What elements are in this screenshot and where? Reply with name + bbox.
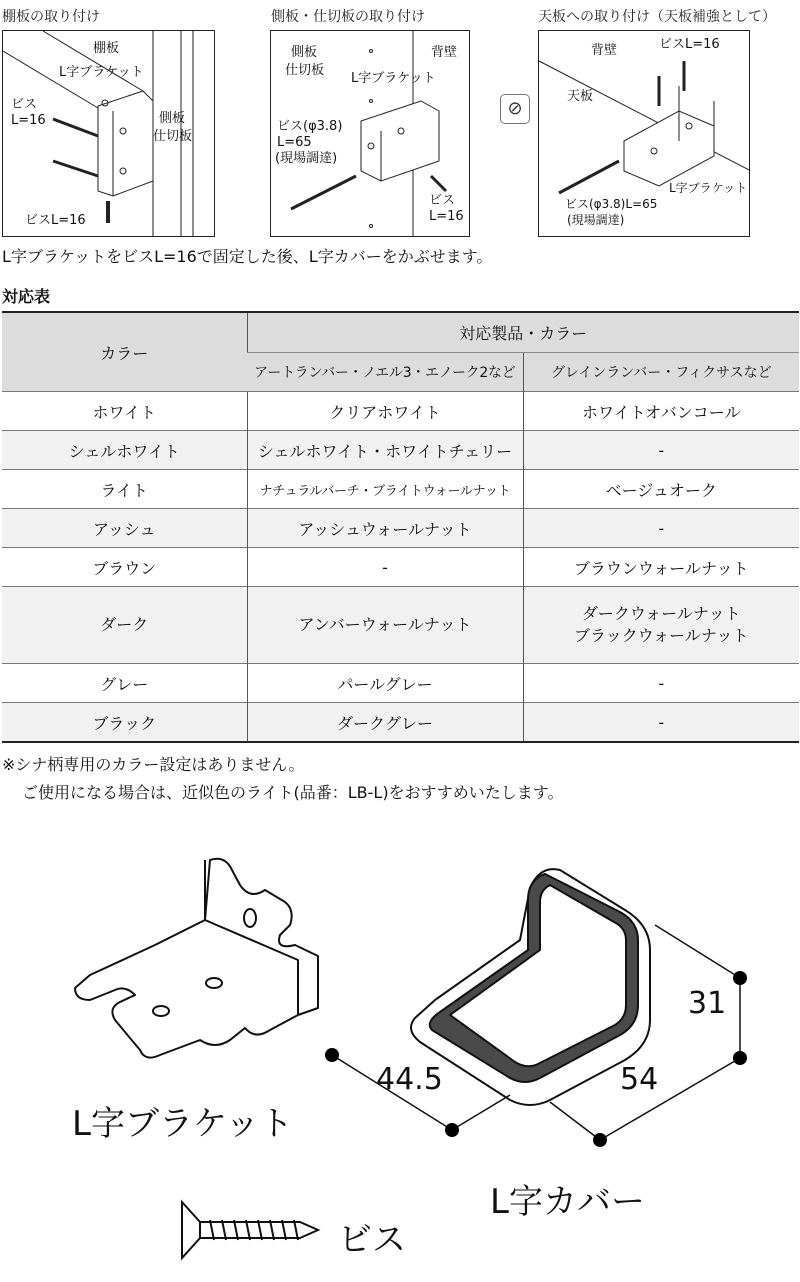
label-screw-a2: (現場調達) xyxy=(567,213,625,227)
cell-b: - xyxy=(523,431,799,470)
table-row xyxy=(2,664,799,703)
diagram-shelf-mounting xyxy=(2,30,215,237)
cell-color: ダーク xyxy=(2,587,247,664)
note-line2: ご使用になる場合は、近似色のライト(品番：LB-L)をおすすめいたします。 xyxy=(22,783,564,802)
label-screw-a3: (現場調達) xyxy=(275,151,338,166)
label-bracket: L字ブラケット xyxy=(351,71,436,86)
table-row xyxy=(2,703,799,742)
table-row xyxy=(2,548,799,587)
cell-b: ベージュオーク xyxy=(523,470,799,509)
cell-a: ナチュラルバーチ・ブライトウォールナット xyxy=(247,470,523,509)
cell-a: アッシュウォールナット xyxy=(247,509,523,548)
diagram2-title: 側板・仕切板の取り付け xyxy=(271,9,425,25)
header-sub-b: グレインランバー・フィクサスなど xyxy=(523,353,799,392)
cell-b-line1: ダークウォールナット xyxy=(581,604,741,623)
cell-a: ダークグレー xyxy=(247,703,523,742)
cell-color: ホワイト xyxy=(2,392,247,431)
part-label-bracket: L字ブラケット xyxy=(72,1104,294,1144)
cell-a: パールグレー xyxy=(247,664,523,703)
label-back-wall: 背壁 xyxy=(591,43,618,58)
label-partition: 仕切板 xyxy=(285,63,325,78)
label-screw-length: L=16 xyxy=(11,113,46,128)
label-side-panel: 側板 xyxy=(291,45,318,60)
cell-b: ブラウンウォールナット xyxy=(523,548,799,587)
cell-color: グレー xyxy=(2,664,247,703)
cell-b: - xyxy=(523,509,799,548)
label-back-wall: 背壁 xyxy=(431,45,458,60)
no-symbol-icon: ⊘ xyxy=(500,94,530,124)
table-row xyxy=(2,392,799,431)
label-bracket: L字ブラケット xyxy=(669,181,748,195)
label-shelf: 棚板 xyxy=(93,41,120,56)
diagram-top-board-mounting xyxy=(538,30,750,237)
header-color: カラー xyxy=(2,313,247,392)
label-side-panel: 側板 xyxy=(159,111,186,126)
label-partition: 仕切板 xyxy=(153,129,193,144)
l-bracket-drawing xyxy=(75,859,318,1058)
label-bracket: L字ブラケット xyxy=(59,65,144,80)
label-screw: ビス xyxy=(11,97,38,112)
part-label-cover: L字カバー xyxy=(490,1182,645,1222)
cell-a: アンバーウォールナット xyxy=(247,587,523,664)
cell-color: アッシュ xyxy=(2,509,247,548)
cell-b-line2: ブラックウォールナット xyxy=(574,626,749,645)
table-row xyxy=(2,509,799,548)
cell-a: - xyxy=(247,548,523,587)
l-cover-drawing xyxy=(411,869,650,1105)
cell-b-multi xyxy=(523,587,799,664)
compatibility-table xyxy=(2,313,799,741)
table-row xyxy=(2,470,799,509)
label-top-board: 天板 xyxy=(567,89,594,104)
cell-a: クリアホワイト xyxy=(247,392,523,431)
cell-b: - xyxy=(523,703,799,742)
label-screw-top: ビスL=16 xyxy=(659,37,720,52)
cell-b: ホワイトオバンコール xyxy=(523,392,799,431)
label-screw-a1: ビス(φ3.8) xyxy=(277,119,343,134)
dimension-width: 54 xyxy=(620,1062,659,1097)
label-screw-bottom: ビスL=16 xyxy=(25,213,86,228)
cell-color: ブラウン xyxy=(2,548,247,587)
header-products: 対応製品・カラー xyxy=(247,313,799,353)
table-title: 対応表 xyxy=(2,287,51,306)
instruction-text: L字ブラケットをビスL=16で固定した後、L字カバーをかぶせます。 xyxy=(2,247,493,266)
dimension-height: 31 xyxy=(688,986,727,1021)
compatibility-table-wrapper xyxy=(2,311,799,743)
dimension-depth: 44.5 xyxy=(376,1062,443,1097)
diagram-side-panel-mounting xyxy=(270,30,470,237)
screw-drawing xyxy=(182,1202,318,1258)
diagram1-title: 棚板の取り付け xyxy=(2,9,100,25)
label-screw-a1: ビス(φ3.8)L=65 xyxy=(565,197,658,211)
label-screw-b1: ビス xyxy=(429,193,456,208)
header-sub-a: アートランバー・ノエル3・エノーク2など xyxy=(247,353,523,392)
diagram3-title: 天板への取り付け（天板補強として） xyxy=(538,9,776,25)
part-label-screw: ビス xyxy=(338,1220,406,1260)
cell-b: - xyxy=(523,664,799,703)
cell-color: ライト xyxy=(2,470,247,509)
table-row xyxy=(2,431,799,470)
label-screw-a2: L=65 xyxy=(277,135,312,150)
note-line1: ※シナ柄専用のカラー設定はありません。 xyxy=(2,755,305,774)
table-row xyxy=(2,587,799,664)
cell-color: シェルホワイト xyxy=(2,431,247,470)
cell-a: シェルホワイト・ホワイトチェリー xyxy=(247,431,523,470)
cell-color: ブラック xyxy=(2,703,247,742)
label-screw-b2: L=16 xyxy=(429,209,464,224)
